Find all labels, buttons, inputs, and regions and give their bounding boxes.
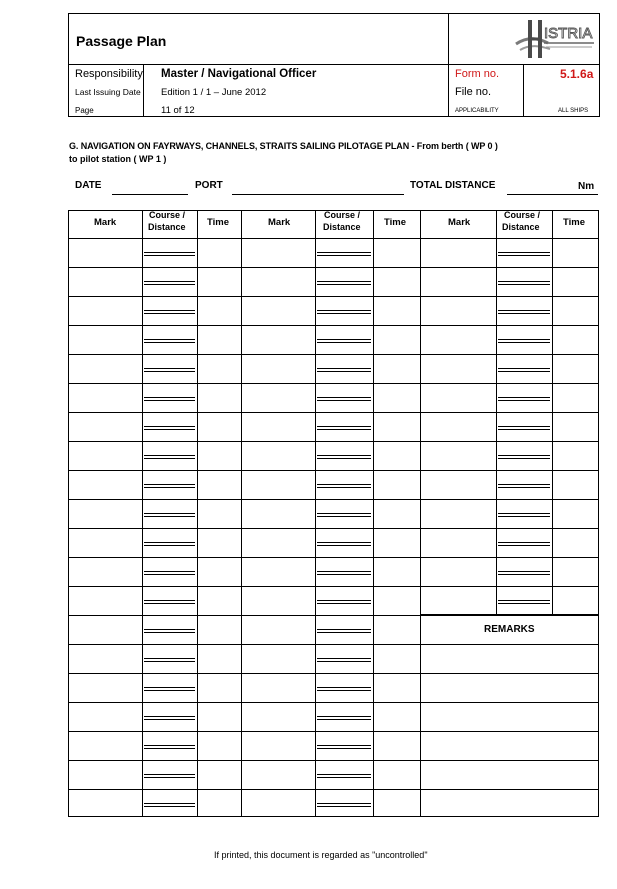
course-distance-divider (317, 484, 371, 485)
course-distance-divider (144, 571, 195, 572)
course-distance-divider (317, 571, 371, 572)
remarks-label: REMARKS (484, 624, 535, 635)
distance-unit: Nm (578, 181, 595, 192)
course-distance-divider (498, 516, 550, 517)
table-row-line (420, 673, 599, 674)
course-distance-divider (317, 545, 371, 546)
course-distance-divider (498, 310, 550, 311)
course-distance-divider (317, 310, 371, 311)
section-heading-continued: to pilot station ( WP 1 ) (69, 154, 167, 164)
course-distance-divider (317, 342, 371, 343)
course-distance-divider (317, 455, 371, 456)
column-header-course: Course / (504, 210, 541, 220)
course-distance-divider (498, 513, 550, 514)
course-distance-divider (317, 397, 371, 398)
table-row-line (68, 702, 420, 703)
course-distance-divider (317, 371, 371, 372)
column-header-distance: Distance (323, 222, 361, 232)
course-distance-divider (144, 777, 195, 778)
svg-text:ISTRIA: ISTRIA (544, 25, 593, 42)
form-no-label: Form no. (455, 68, 500, 80)
header-divider (448, 13, 449, 117)
course-distance-divider (498, 600, 550, 601)
course-distance-divider (144, 687, 195, 688)
course-distance-divider (144, 803, 195, 804)
course-distance-divider (317, 803, 371, 804)
table-row-line (420, 702, 599, 703)
course-distance-divider (317, 574, 371, 575)
table-row-line (68, 789, 420, 790)
course-distance-divider (317, 255, 371, 256)
applicability-value: ALL SHIPS (558, 108, 589, 114)
course-distance-divider (144, 339, 195, 340)
course-distance-divider (317, 284, 371, 285)
header-divider (143, 64, 144, 117)
course-distance-divider (317, 252, 371, 253)
course-distance-divider (144, 400, 195, 401)
course-distance-divider (144, 252, 195, 253)
course-distance-divider (498, 487, 550, 488)
course-distance-divider (317, 687, 371, 688)
company-logo (514, 16, 596, 60)
column-header-time: Time (207, 217, 230, 228)
course-distance-divider (144, 545, 195, 546)
course-distance-divider (317, 281, 371, 282)
course-distance-divider (144, 487, 195, 488)
column-header-time: Time (563, 217, 586, 228)
table-row-line (68, 470, 420, 471)
file-no-label: File no. (455, 86, 492, 98)
table-row-line (68, 760, 420, 761)
course-distance-divider (144, 513, 195, 514)
course-distance-divider (317, 339, 371, 340)
course-distance-divider (144, 574, 195, 575)
document-title: Passage Plan (76, 33, 167, 49)
course-distance-divider (498, 281, 550, 282)
course-distance-divider (144, 629, 195, 630)
column-header-course: Course / (149, 210, 186, 220)
form-no-value: 5.1.6a (560, 67, 594, 81)
course-distance-divider (498, 400, 550, 401)
course-distance-divider (144, 281, 195, 282)
course-distance-divider (317, 458, 371, 459)
table-column-line (315, 210, 316, 817)
course-distance-divider (317, 658, 371, 659)
course-distance-divider (498, 368, 550, 369)
course-distance-divider (317, 629, 371, 630)
course-distance-divider (144, 371, 195, 372)
course-distance-divider (498, 429, 550, 430)
table-row-line (68, 615, 420, 616)
course-distance-divider (144, 313, 195, 314)
course-distance-divider (317, 368, 371, 369)
column-header-distance: Distance (502, 222, 540, 232)
port-label: PORT (195, 180, 223, 191)
course-distance-divider (317, 603, 371, 604)
course-distance-divider (144, 806, 195, 807)
table-column-line (420, 210, 421, 817)
table-row-line (68, 586, 420, 587)
header-divider (68, 64, 600, 65)
last-issuing-date-value: Edition 1 / 1 – June 2012 (161, 87, 267, 98)
course-distance-divider (317, 542, 371, 543)
date-field[interactable] (112, 194, 188, 195)
table-row-line (420, 441, 599, 442)
course-distance-divider (317, 748, 371, 749)
table-column-line (373, 210, 374, 817)
table-row-line (420, 383, 599, 384)
course-distance-divider (144, 455, 195, 456)
course-distance-divider (144, 342, 195, 343)
column-header-mark: Mark (448, 217, 471, 228)
course-distance-divider (317, 429, 371, 430)
column-header-distance: Distance (148, 222, 186, 232)
table-row-line (68, 557, 420, 558)
course-distance-divider (498, 458, 550, 459)
course-distance-divider (317, 745, 371, 746)
table-row-line (420, 760, 599, 761)
course-distance-divider (317, 690, 371, 691)
course-distance-divider (317, 513, 371, 514)
table-row-line (68, 644, 420, 645)
course-distance-divider (144, 774, 195, 775)
table-row-line (420, 615, 599, 616)
table-header-line (68, 238, 599, 239)
table-row-line (68, 325, 420, 326)
course-distance-divider (144, 368, 195, 369)
column-header-mark: Mark (268, 217, 291, 228)
course-distance-divider (144, 516, 195, 517)
table-row-line (420, 789, 599, 790)
course-distance-divider (317, 400, 371, 401)
course-distance-divider (144, 748, 195, 749)
table-row-line (420, 267, 599, 268)
table-row-line (68, 731, 420, 732)
course-distance-divider (144, 284, 195, 285)
course-distance-divider (317, 716, 371, 717)
page-label: Page (75, 106, 94, 115)
course-distance-divider (144, 426, 195, 427)
course-distance-divider (498, 284, 550, 285)
course-distance-divider (144, 397, 195, 398)
course-distance-divider (144, 255, 195, 256)
course-distance-divider (317, 661, 371, 662)
course-distance-divider (144, 600, 195, 601)
table-row-line (420, 296, 599, 297)
total-distance-field[interactable] (507, 194, 598, 195)
table-row-line (420, 412, 599, 413)
course-distance-divider (317, 632, 371, 633)
course-distance-divider (144, 719, 195, 720)
course-distance-divider (498, 484, 550, 485)
table-row-line (68, 499, 420, 500)
course-distance-divider (144, 658, 195, 659)
course-distance-divider (498, 339, 550, 340)
course-distance-divider (317, 600, 371, 601)
page-value: 11 of 12 (161, 105, 195, 116)
column-header-time: Time (384, 217, 407, 228)
footer-note: If printed, this document is regarded as "uncontrolled" (214, 850, 428, 860)
course-distance-divider (144, 310, 195, 311)
table-row-line (420, 586, 599, 587)
course-distance-divider (498, 397, 550, 398)
course-distance-divider (498, 571, 550, 572)
date-label: DATE (75, 180, 102, 191)
course-distance-divider (144, 458, 195, 459)
table-row-line (68, 354, 420, 355)
table-row-line (420, 614, 599, 615)
table-column-line (197, 210, 198, 817)
column-header-course: Course / (324, 210, 361, 220)
course-distance-divider (144, 429, 195, 430)
course-distance-divider (317, 426, 371, 427)
course-distance-divider (498, 371, 550, 372)
course-distance-divider (144, 484, 195, 485)
course-distance-divider (144, 632, 195, 633)
table-column-line (142, 210, 143, 817)
responsibility-label: Responsibility (75, 68, 143, 80)
course-distance-divider (317, 487, 371, 488)
course-distance-divider (498, 252, 550, 253)
course-distance-divider (498, 542, 550, 543)
course-distance-divider (144, 603, 195, 604)
section-heading: G. NAVIGATION ON FAYRWAYS, CHANNELS, STRAITS SAILING PILOTAGE PLAN - From berth ( WP 0 ) (69, 141, 498, 151)
column-header-mark: Mark (94, 217, 117, 228)
port-field[interactable] (232, 194, 404, 195)
course-distance-divider (317, 774, 371, 775)
table-column-line (241, 210, 242, 817)
course-distance-divider (498, 313, 550, 314)
table-row-line (420, 499, 599, 500)
table-row-line (420, 644, 599, 645)
table-row-line (68, 412, 420, 413)
course-distance-divider (317, 516, 371, 517)
course-distance-divider (144, 745, 195, 746)
total-distance-label: TOTAL DISTANCE (410, 180, 496, 191)
course-distance-divider (498, 455, 550, 456)
table-row-line (68, 673, 420, 674)
course-distance-divider (144, 716, 195, 717)
course-distance-divider (498, 255, 550, 256)
table-row-line (68, 267, 420, 268)
table-row-line (420, 557, 599, 558)
table-row-line (68, 528, 420, 529)
last-issuing-date-label: Last Issuing Date (75, 87, 141, 97)
course-distance-divider (144, 690, 195, 691)
table-row-line (68, 296, 420, 297)
course-distance-divider (144, 661, 195, 662)
course-distance-divider (498, 574, 550, 575)
header-divider (523, 64, 524, 117)
table-row-line (68, 383, 420, 384)
course-distance-divider (498, 545, 550, 546)
table-row-line (420, 470, 599, 471)
course-distance-divider (144, 542, 195, 543)
course-distance-divider (317, 806, 371, 807)
table-row-line (420, 731, 599, 732)
course-distance-divider (498, 603, 550, 604)
table-row-line (420, 354, 599, 355)
table-row-line (420, 325, 599, 326)
applicability-label: APPLICABILITY (455, 108, 499, 114)
course-distance-divider (317, 313, 371, 314)
table-row-line (68, 441, 420, 442)
course-distance-divider (317, 719, 371, 720)
course-distance-divider (498, 426, 550, 427)
responsibility-value: Master / Navigational Officer (161, 68, 317, 80)
course-distance-divider (317, 777, 371, 778)
table-row-line (420, 528, 599, 529)
course-distance-divider (498, 342, 550, 343)
